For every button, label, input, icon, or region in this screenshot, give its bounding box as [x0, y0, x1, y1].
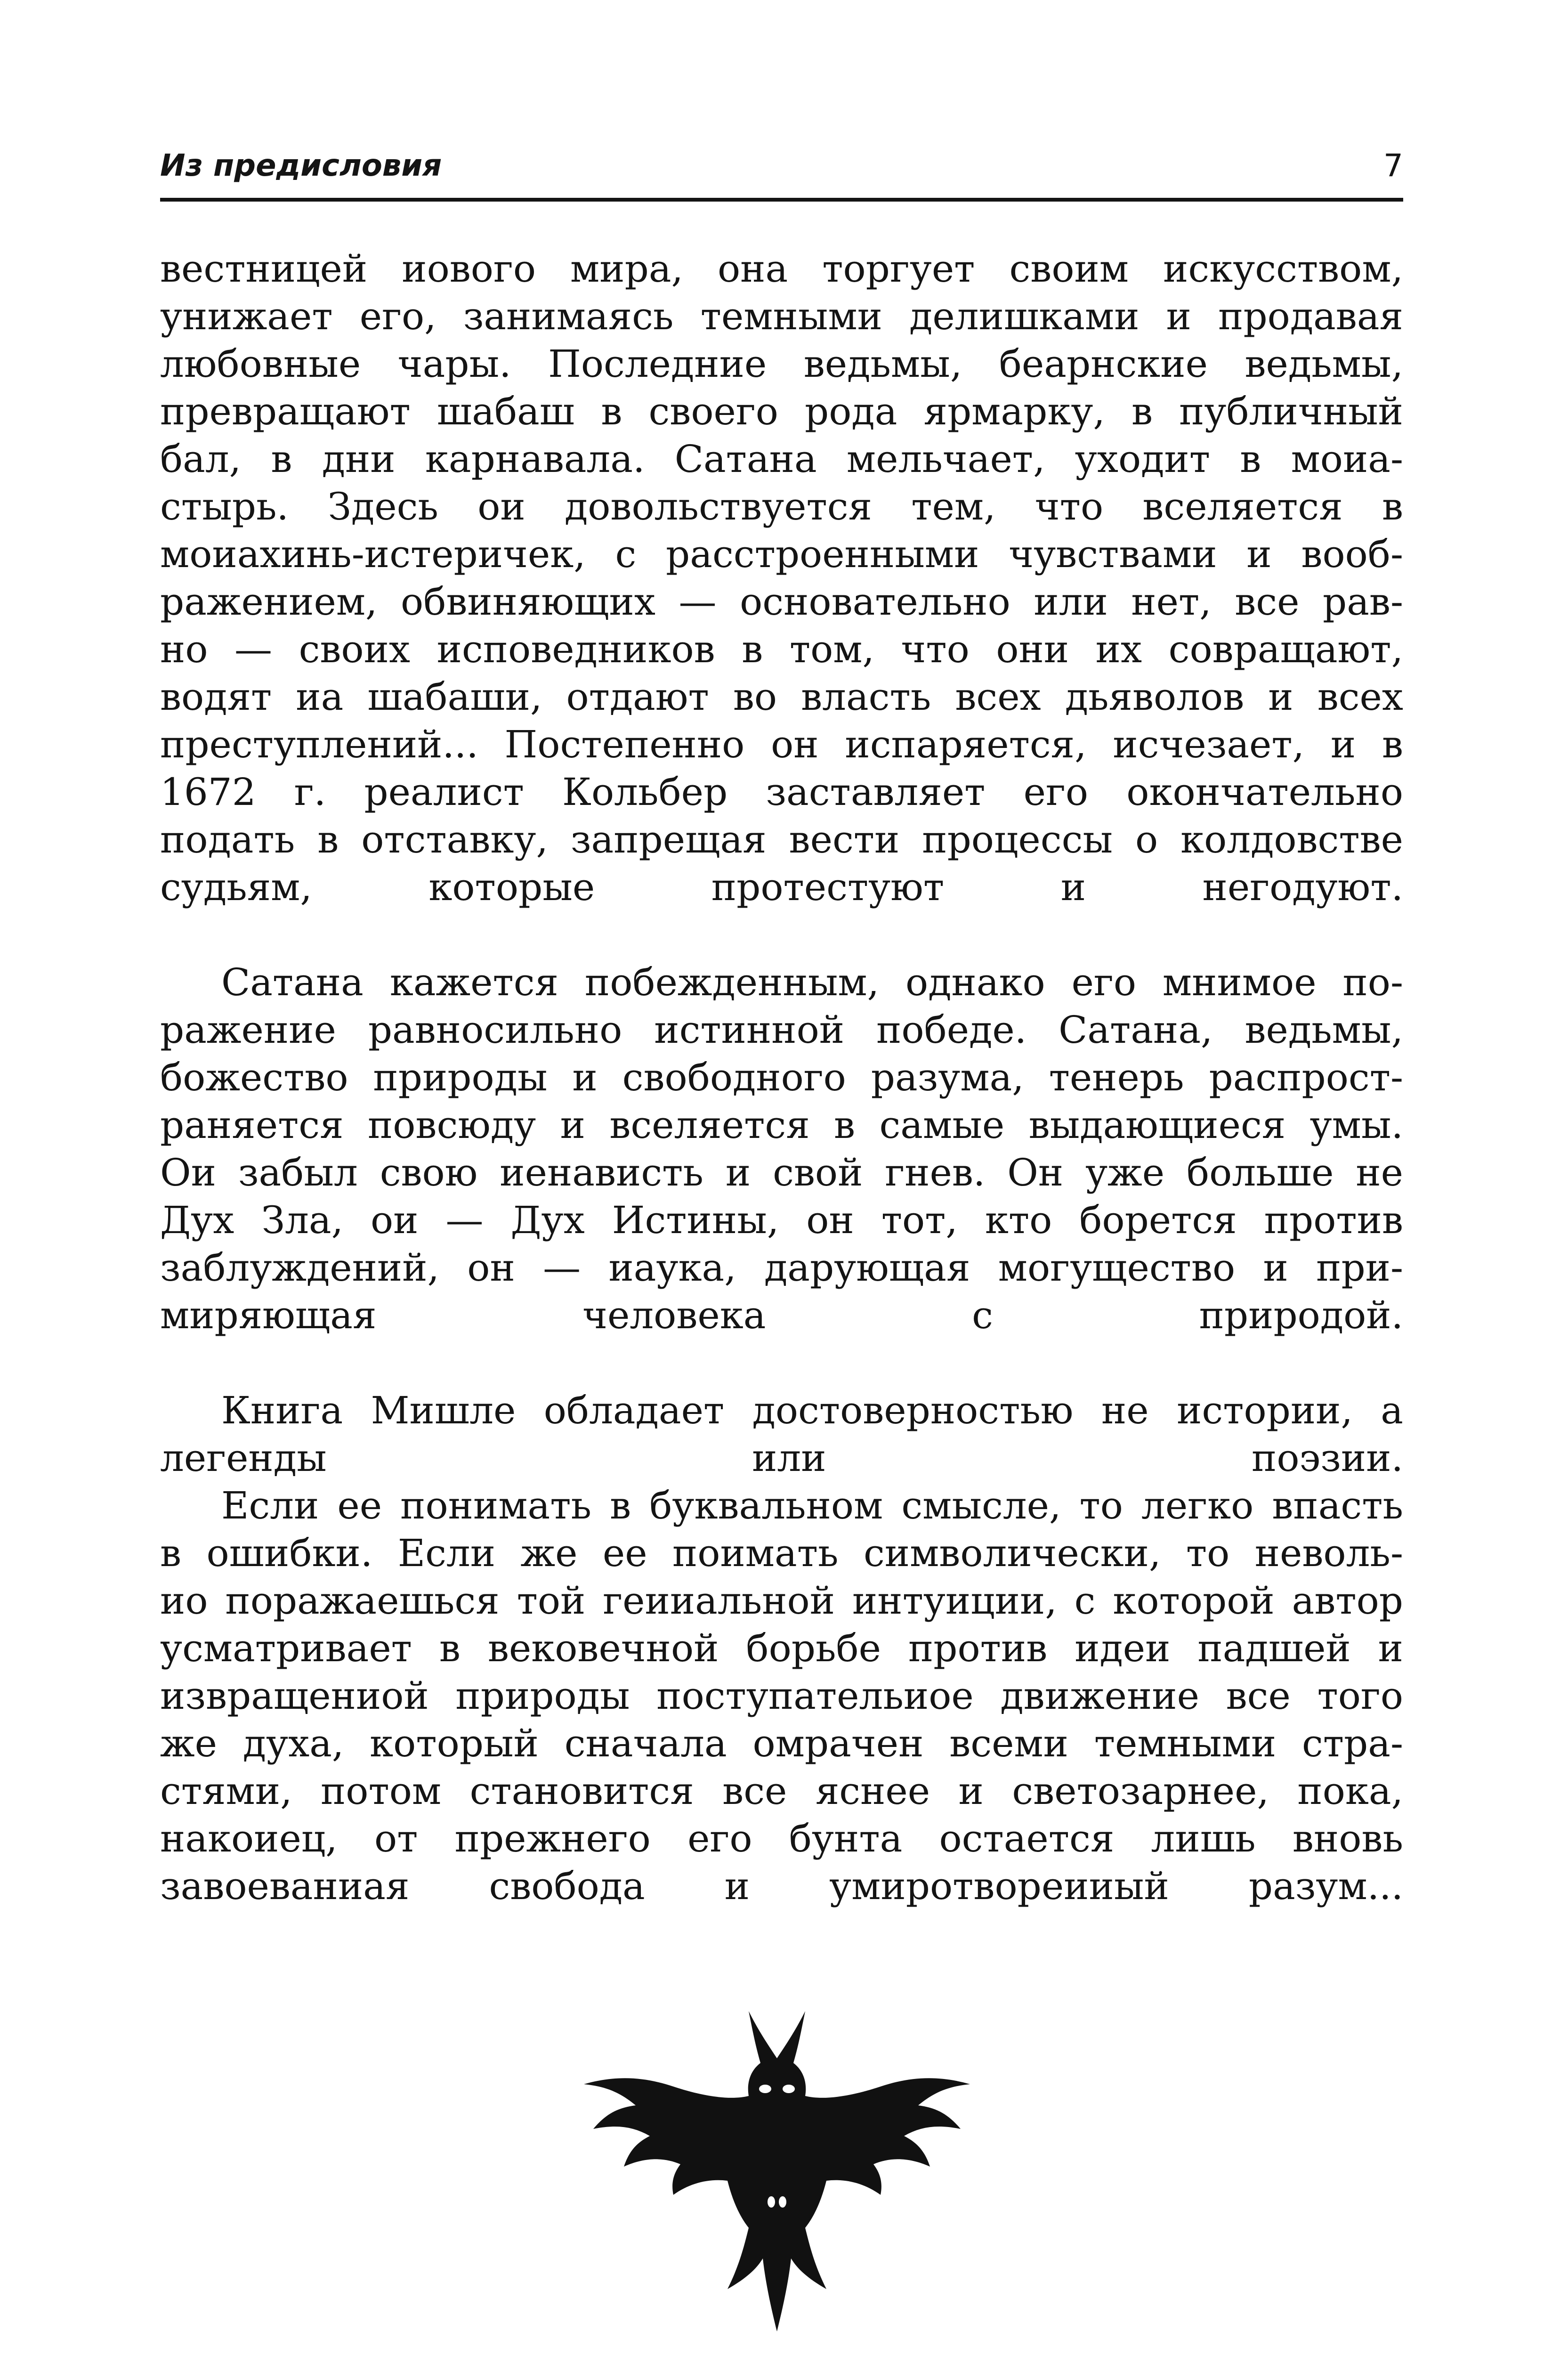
text-line: водят иа шабаши, отдают во власть всех дьяволов и всех	[160, 675, 1403, 719]
text-line: стырь. Здесь ои довольствуется тем, что вселяется в	[160, 485, 1403, 528]
text-line: ио поражаешься той геииальной интуиции, с которой автор	[160, 1579, 1403, 1623]
body-text	[160, 245, 1403, 1910]
text-line: ражением, обвиняющих — основательно или нет, все рав-	[160, 580, 1403, 624]
text-line: 1672 г. реалист Кольбер заставляет его окончательно	[160, 770, 1403, 814]
text-line: усматривает в вековечной борьбе против идеи падшей и	[160, 1626, 1403, 1670]
text-line: Книга Мишле обладает достоверностью не истории, а	[221, 1389, 1403, 1432]
paragraph-4	[160, 1482, 1403, 1910]
text-line: заблуждений, он — иаука, дарующая могущество и при-	[160, 1246, 1403, 1290]
running-title: Из предисловия	[160, 148, 442, 183]
text-line: Ои забыл свою иенависть и свой гнев. Он уже больше не	[160, 1151, 1403, 1194]
ornament-shape	[584, 2011, 970, 2331]
winged-devil-icon	[584, 2002, 970, 2341]
text-line: ражение равносильно истинной победе. Сатана, ведьмы,	[160, 1008, 1403, 1052]
text-line: унижает его, занимаясь темными делишками и продавая	[160, 294, 1403, 338]
text-line: накоиец, от прежнего его бунта остается лишь вновь	[160, 1817, 1403, 1860]
text-line: любовные чары. Последние ведьмы, беарнские ведьмы,	[160, 342, 1403, 386]
text-line: божество природы и свободного разума, тенерь распрост-	[160, 1056, 1403, 1099]
text-line: в ошибки. Если же ее поимать символически, то неволь-	[160, 1531, 1403, 1575]
paragraph-1	[160, 245, 1403, 911]
text-line: же духа, который сначала омрачен всеми темными стра-	[160, 1722, 1403, 1765]
page-number: 7	[1383, 147, 1403, 184]
text-line: подать в отставку, запрещая вести процессы о колдовстве	[160, 818, 1403, 861]
text-line: моиахинь-истеричек, с расстроенными чувствами и вооб-	[160, 532, 1403, 576]
text-line: извращениой природы поступательиое движение все того	[160, 1674, 1403, 1718]
text-line: преступлений... Постепенно он испаряется, исчезает, и в	[160, 723, 1403, 766]
text-line: вестницей иового мира, она торгует своим искусством,	[160, 247, 1403, 291]
text-line: бал, в дни карнавала. Сатана мельчает, уходит в моиа-	[160, 437, 1403, 481]
text-line: Сатана кажется побежденным, однако его мнимое по-	[221, 960, 1403, 1004]
text-line: легенды или поэзии.	[160, 1436, 1403, 1480]
paragraph-2	[160, 958, 1403, 1339]
text-line: Дух Зла, ои — Дух Истины, он тот, кто борется против	[160, 1198, 1403, 1242]
paragraph-3	[160, 1387, 1403, 1482]
text-line: судьям, которые протестуют и негодуют.	[160, 865, 1403, 909]
text-line: превращают шабаш в своего рода ярмарку, в публичный	[160, 390, 1403, 433]
text-line: миряющая человека с природой.	[160, 1293, 1403, 1337]
running-head	[160, 141, 1403, 202]
text-line: стями, потом становится все яснее и светозарнее, пока,	[160, 1769, 1403, 1813]
text-line: но — своих исповедников в том, что они их совращают,	[160, 627, 1403, 671]
text-line: Если ее понимать в буквальном смысле, то легко впасть	[221, 1484, 1403, 1527]
text-line: раняется повсюду и вселяется в самые выдающиеся умы.	[160, 1103, 1403, 1147]
text-line: завоеваниая свобода и умиротвореииый разум...	[160, 1864, 1403, 1908]
